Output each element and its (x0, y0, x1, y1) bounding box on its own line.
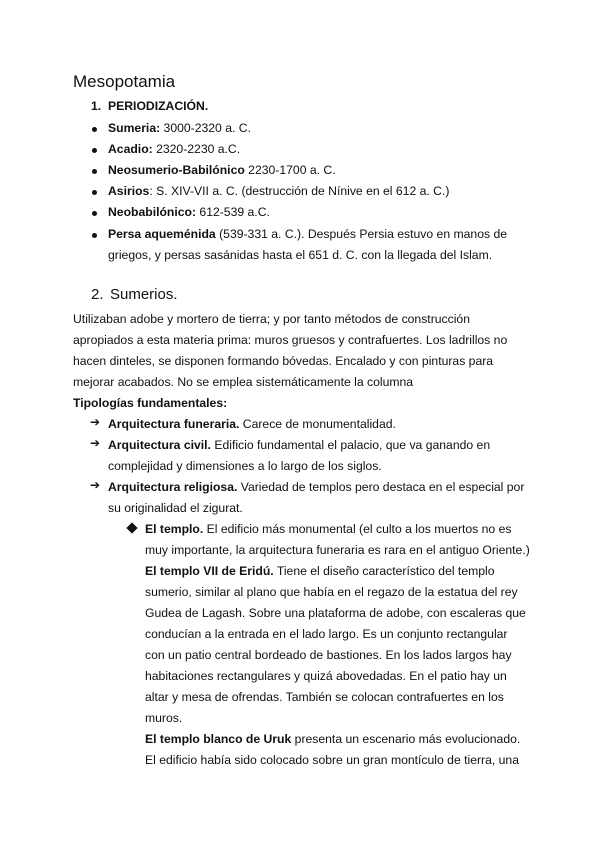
arrow-icon: ➔ (90, 415, 101, 429)
typology-continuation: complejidad y dimensiones a lo largo de los siglos. (108, 459, 382, 473)
typology-item: Arquitectura funeraria. Carece de monumentalidad. (108, 417, 396, 431)
paragraph-line: apropiados a esta materia prima: muros gruesos y contrafuertes. Los ladrillos no (73, 333, 508, 347)
bullet-icon (92, 148, 97, 153)
uruk-line: El templo blanco de Uruk presenta un escenario más evolucionado. (145, 732, 521, 746)
eridu-line: muros. (145, 711, 183, 725)
section2-heading (91, 286, 178, 303)
eridu-line: con un patio central bordeado de bastiones. En los lados largos hay (145, 648, 512, 662)
eridu-line: sumerio, similar al plano que había en el regazo de la estatua del rey (145, 585, 518, 599)
paragraph-line: hacen dinteles, se disponen formando bóvedas. Encalado y con pinturas para (73, 354, 494, 368)
eridu-line: conducían a la entrada en el lado largo. Es un conjunto rectangular (145, 627, 508, 641)
typology-item: Arquitectura religiosa. Variedad de templos pero destaca en el especial por (108, 480, 525, 494)
list-item: Persa aqueménida (539-331 a. C.). Después Persia estuvo en manos de (108, 227, 508, 241)
bullet-icon (92, 211, 97, 216)
section1-heading (91, 96, 208, 117)
list-item: Neobabilónico: 612-539 a.C. (108, 205, 270, 219)
section2-heading-text: Sumerios. (110, 286, 178, 303)
typology-continuation: su originalidad el zigurat. (108, 501, 243, 515)
temple-item: El templo. El edificio más monumental (el culto a los muertos no es (145, 522, 512, 536)
eridu-line: Gudea de Lagash. Sobre una plataforma de adobe, con escaleras que (145, 606, 526, 620)
section2-number: 2. (91, 286, 104, 303)
list-item: Sumeria: 3000-2320 a. C. (108, 121, 251, 135)
eridu-line: habitaciones rectangulares y quizá abovedadas. En el patio hay un (145, 669, 507, 683)
eridu-line: altar y mesa de ofrendas. También se colocan contrafuertes en los (145, 690, 504, 704)
typology-item: Arquitectura civil. Edificio fundamental el palacio, que va ganando en (108, 438, 491, 452)
paragraph-line: Utilizaban adobe y mortero de tierra; y por tanto métodos de construcción (73, 312, 470, 326)
arrow-icon: ➔ (90, 478, 101, 492)
diamond-bullet-icon (126, 522, 137, 533)
bullet-icon (92, 190, 97, 195)
bullet-icon (92, 233, 97, 238)
bullet-icon (92, 127, 97, 132)
list-item-continuation: griegos, y persas sasánidas hasta el 651 d. C. con la llegada del Islam. (108, 248, 493, 262)
uruk-line: El edificio había sido colocado sobre un gran montículo de tierra, una (145, 753, 519, 767)
list-item: Asirios: S. XIV-VII a. C. (destrucción de Nínive en el 612 a. C.) (108, 184, 450, 198)
eridu-line: El templo VII de Eridú. Tiene el diseño característico del templo (145, 564, 495, 578)
list-item: Neosumerio-Babilónico 2230-1700 a. C. (108, 163, 336, 177)
page-title: Mesopotamia (73, 72, 176, 91)
temple-line: muy importante, la arquitectura funeraria es rara en el antiguo Oriente.) (145, 543, 530, 557)
bullet-icon (92, 169, 97, 174)
paragraph-line: mejorar acabados. No se emplea sistemáticamente la columna (73, 375, 414, 389)
section1-number: 1. (91, 99, 102, 113)
typologies-heading: Tipologías fundamentales: (73, 396, 228, 410)
section1-heading-text: PERIODIZACIÓN. (108, 99, 209, 113)
list-item: Acadio: 2320-2230 a.C. (108, 142, 241, 156)
arrow-icon: ➔ (90, 436, 101, 450)
